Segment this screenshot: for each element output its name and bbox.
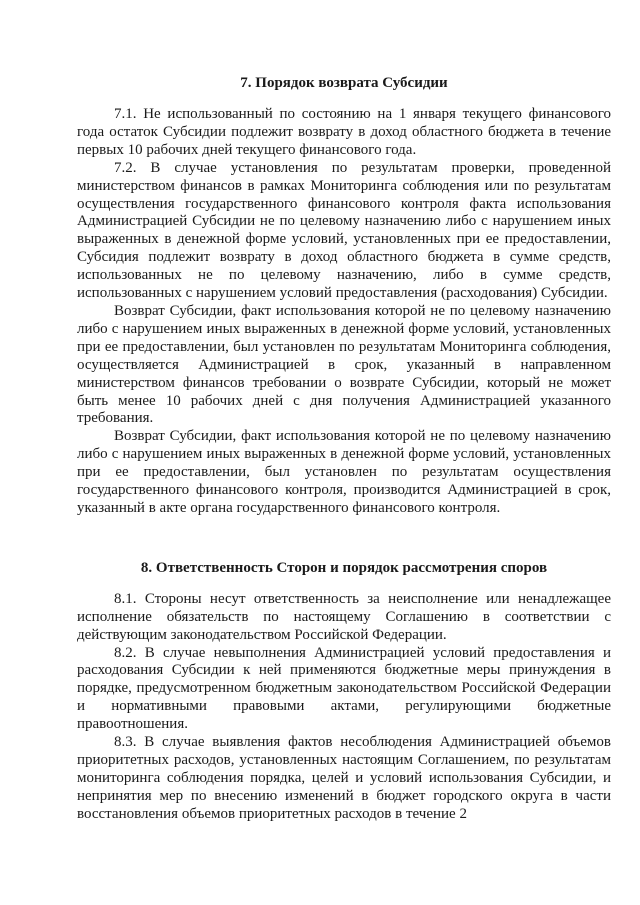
section-8-title: 8. Ответственность Сторон и порядок рассмотрения споров: [140, 559, 548, 576]
paragraph-7-2: 7.2. В случае установления по результатам проверки, проведенной министерством финансов в рамках Мониторинга соблюдения или по результатам осуществления государственного финансового контроля факта использования Администрацией Субсидии не по целевому назначению либо с нарушением иных выраженных в денежной форме условий, установленных при ее предоставлении, Субсидия подлежит возврату в доход областного бюджета в сумме средств, использованных не по целевому назначению, либо в сумме средств, использованных с нарушением условий предоставления (расходования) Субсидии.: [77, 159, 611, 302]
document-page: [77, 73, 611, 824]
paragraph-7-2-return-monitoring: Возврат Субсидии, факт использования которой не по целевому назначению либо с нарушением иных выраженных в денежной форме условий, установленных при ее предоставлении, был установлен по результатам Мониторинга соблюдения, осуществляется Администрацией в срок, указанный в направленном министерством финансов требовании о возврате Субсидии, который не может быть менее 10 рабочих дней с дня получения Администрацией указанного требования.: [77, 302, 611, 427]
paragraph-8-3: 8.3. В случае выявления фактов несоблюдения Администрацией объемов приоритетных расходов, установленных настоящим Соглашением, по результатам мониторинга соблюдения порядка, целей и условий использования Субсидии, и непринятия мер по внесению изменений в бюджет городского округа в части восстановления объемов приоритетных расходов в течение 2: [77, 734, 611, 822]
section-7-title: 7. Порядок возврата Субсидии: [240, 75, 448, 91]
paragraph-7-2-return-control: Возврат Субсидии, факт использования которой не по целевому назначению либо с нарушением иных выраженных в денежной форме условий, установленных при ее предоставлении, был установлен по результатам осуществления государственного финансового контроля, производится Администрацией в срок, указанный в акте органа государственного финансового контроля.: [77, 428, 611, 516]
paragraph-8-2: 8.2. В случае невыполнения Администрацией условий предоставления и расходования Субсидии к ней применяются бюджетные меры принуждения в порядке, предусмотренном бюджетным законодательством Российской Федерации и нормативными правовыми актами, регулирующими бюджетные правоотношения.: [77, 644, 611, 733]
paragraph-8-1: 8.1. Стороны несут ответственность за неисполнение или ненадлежащее исполнение обязательств по настоящему Соглашению в соответствии с действующим законодательством Российской Федерации.: [77, 590, 611, 643]
paragraph-7-1: 7.1. Не использованный по состоянию на 1 января текущего финансового года остаток Субсидии подлежит возврату в доход областного бюджета в течение первых 10 рабочих дней текущего финансового года.: [77, 106, 611, 158]
